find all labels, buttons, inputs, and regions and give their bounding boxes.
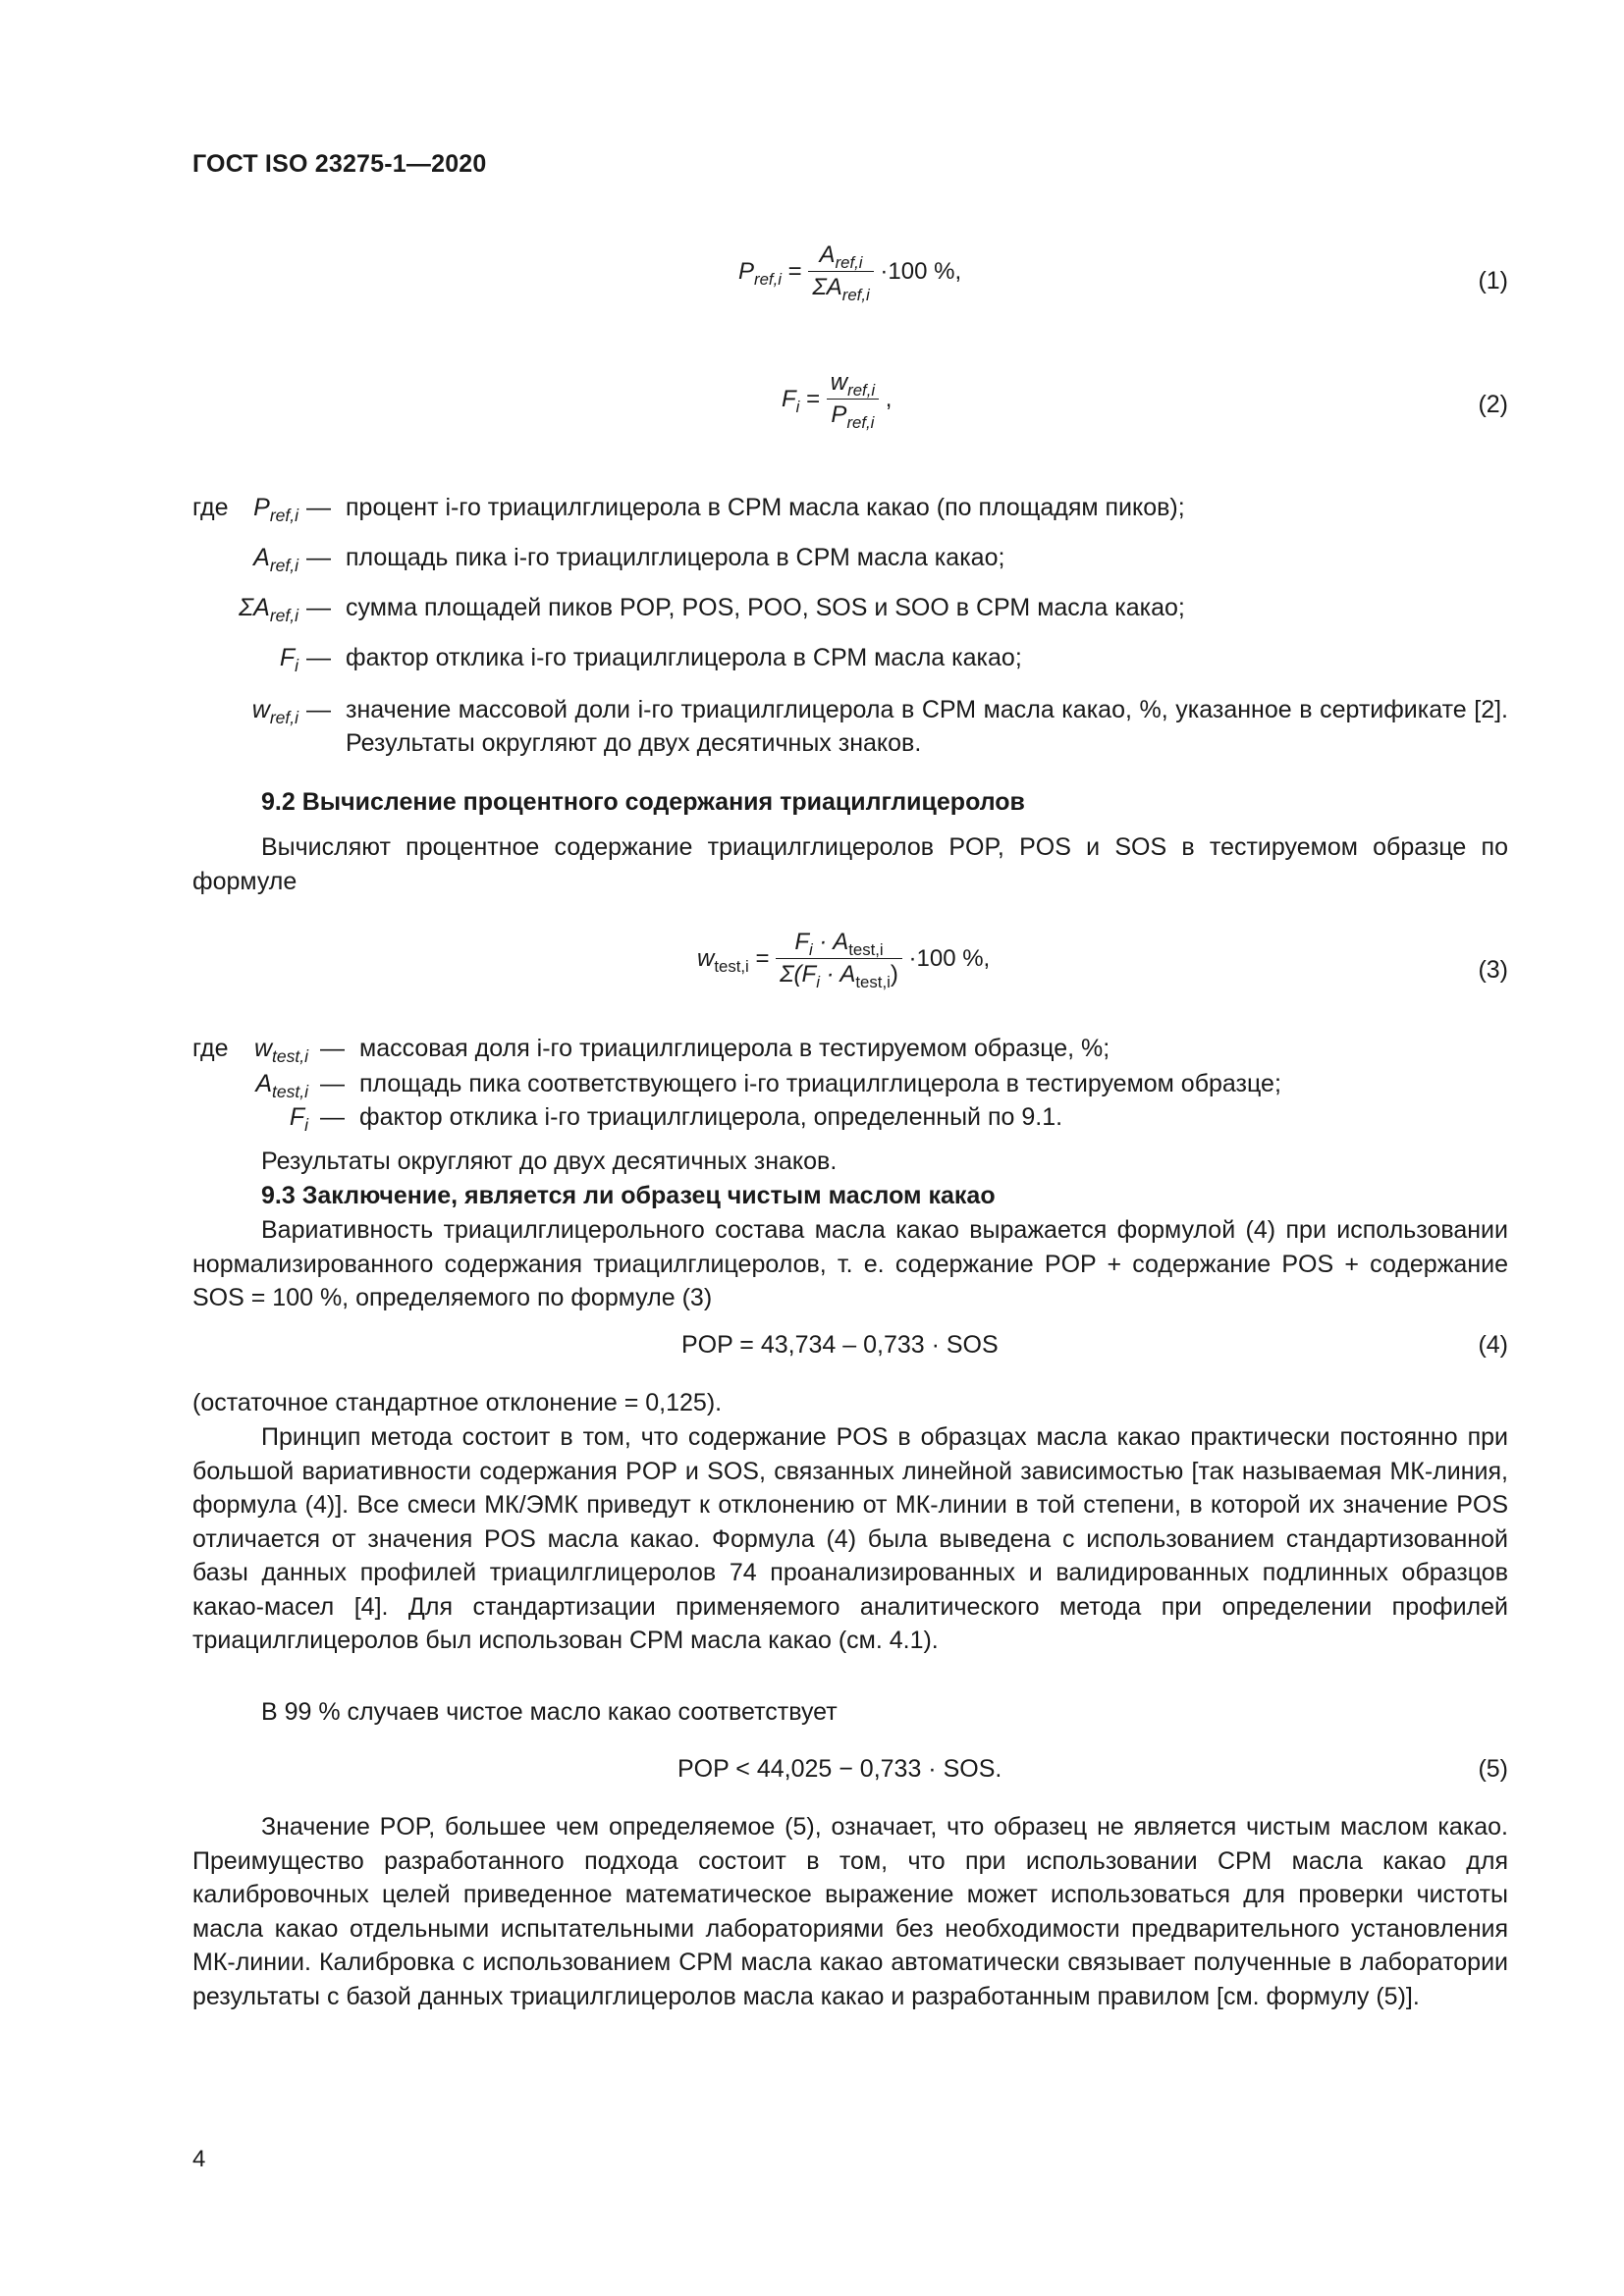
definition-text: значение массовой доли i-го триацилглицерола в СРМ масла какао, %, указанное в сертификате [2]. Результаты округляют до двух десятичных знаков.: [346, 696, 1508, 757]
paragraph: Принцип метода состоит в том, что содержание POS в образцах масла какао практически постоянно при большой вариативности содержания POP и SOS, связанных линейной зависимостью [так называемая МК-линия, формула (4)]. Все смеси МК/ЭМК приведут к отклонению от МК-линии в той степени, в которой их значение POS отличается от значения POS масла какао. Формула (4) была выведена с использованием стандартизованной базы данных профилей триацилглицеролов 74 проанализированных и валидированных подлинных образцов какао-масел [4]. Для стандартизации применяемого аналитического метода при определении профилей триацилглицеролов был использован СРМ масла какао (см. 4.1).: [192, 1423, 1508, 1654]
paragraph: (остаточное стандартное отклонение = 0,125).: [192, 1389, 723, 1416]
formula-1: $P_{ref,i}$ = $\frac{A_{ref,i}}{\Sigma A_{ref,i}}$ ·100 %, (1): [738, 241, 1508, 304]
section-heading-9-2: 9.2 Вычисление процентного содержания триацилглицеролов: [261, 788, 1025, 816]
formula-number: (5): [1478, 1755, 1508, 1783]
definition-text: фактор отклика i-го триацилглицерола в СРМ масла какао;: [346, 644, 1022, 671]
formula-number: (1): [1478, 267, 1508, 294]
formula-number: (2): [1478, 391, 1508, 418]
section-heading-9-3: 9.3 Заключение, является ли образец чистым маслом какао: [261, 1182, 996, 1209]
paragraph: В 99 % случаев чистое масло какао соответствует: [261, 1698, 838, 1726]
definition-text: фактор отклика i-го триацилглицерола, определенный по 9.1.: [359, 1103, 1063, 1131]
formula-number: (4): [1478, 1331, 1508, 1359]
where-label: где: [192, 494, 229, 521]
definitions-2: где $w_{test,i}$ — массовая доля i-го триацилглицерола в тестируемом образце, %; $A_{test,i}$ — площадь пика соответствующего i-го триацилглицерола в тестируемом образце; $F_i$ — фактор отклика i-го триацилглицерола, определенный по 9.1.: [192, 1033, 1508, 1190]
definition-text: площадь пика i-го триацилглицерола в СРМ масла какао;: [346, 544, 1005, 571]
standard-header: ГОСТ ISO 23275-1—2020: [192, 150, 487, 178]
definitions-1: где $P_{ref,i}$ — процент i-го триацилглицерола в СРМ масла какао (по площадям пиков); $A_{ref,i}$ — площадь пика i-го триацилглицерола в СРМ масла какао; $\Sigma A_{ref,i}$ — сумма площадей пиков POP, POS, POO, SOS и SOO в СРМ масла какао; $F_i$ — фактор отклика i-го триацилглицерола в СРМ масла какао; $w_{ref,i}$ — значение массовой доли i-го триацилглицерола в СРМ масла какао, %, указанное в сертификате [2]. Результаты округляют до двух десятичных знаков.: [192, 491, 1508, 756]
paragraph: Вариативность триацилглицерольного состава масла какао выражается формулой (4) при использовании нормализированного содержания триацилглицеролов, т. е. содержание POP + содержание POS + содержание SOS = 100 %, определяемого по формуле (3): [192, 1216, 1508, 1311]
definition-text: массовая доля i-го триацилглицерола в тестируемом образце, %;: [359, 1035, 1110, 1062]
formula-2: $F_i$ = $\frac{w_{ref,i}}{P_{ref,i}}$ , (2): [782, 369, 1508, 432]
formula-4: POP = 43,734 – 0,733 · SOS (4): [681, 1331, 1508, 1359]
page-number: 4: [192, 2146, 206, 2172]
definition-text: площадь пика соответствующего i-го триацилглицерола в тестируемом образце;: [359, 1070, 1281, 1097]
where-label: где: [192, 1035, 229, 1062]
fraction: $\frac{A_{ref,i}}{\Sigma A_{ref,i}}$: [808, 241, 873, 301]
fraction: $\frac{F_i \cdot A_{test,i}}{\Sigma(F_i \cdot A_{test,i})}$: [776, 929, 902, 988]
formula-5: POP < 44,025 − 0,733 · SOS. (5): [677, 1755, 1508, 1783]
paragraph: Значение POP, большее чем определяемое (5), означает, что образец не является чистым маслом какао. Преимущество разработанного подхода состоит в том, что при использовании СРМ масла какао для калибровочных целей приведенное математическое выражение может использоваться для проверки чистоты масла какао отдельными испытательными лабораториями без необходимости предварительного установления МК-линии. Калибровка с использованием СРМ масла какао автоматически связывает полученные в лаборатории результаты с базой данных триацилглицеролов масла какао и разработанным правилом [см. формулу (5)].: [192, 1813, 1508, 2010]
definition-text: процент i-го триацилглицерола в СРМ масла какао (по площадям пиков);: [346, 494, 1185, 521]
formula-3: $w_{test,i}$ = $\frac{F_i \cdot A_{test,i}}{\Sigma(F_i \cdot A_{test,i})}$ ·100 %, (3): [697, 929, 1508, 991]
definition-text: сумма площадей пиков POP, POS, POO, SOS и SOO в СРМ масла какао;: [346, 594, 1185, 621]
formula-number: (3): [1478, 956, 1508, 984]
rounding-note: Результаты округляют до двух десятичных знаков.: [261, 1148, 838, 1175]
fraction: $\frac{w_{ref,i}}{P_{ref,i}}$: [827, 369, 879, 429]
paragraph: Вычисляют процентное содержание триацилглицеролов POP, POS и SOS в тестируемом образце по формуле: [192, 833, 1508, 895]
